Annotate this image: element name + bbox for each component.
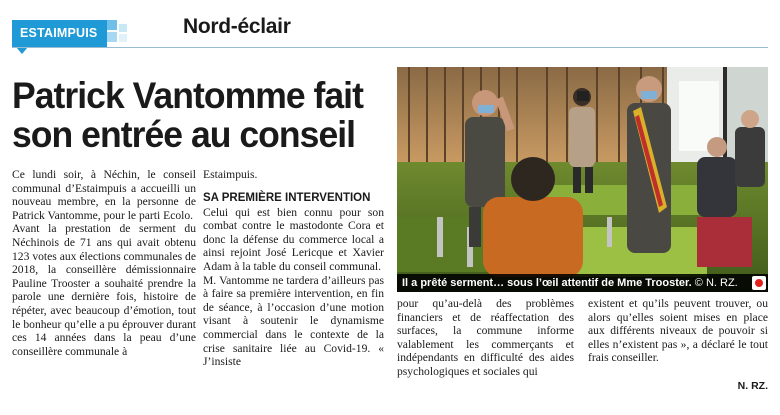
photo-illustration xyxy=(397,67,768,292)
photo-credit: © N. RZ. xyxy=(694,277,738,289)
section-tag-pointer xyxy=(16,47,28,54)
paragraph: M. Vantomme ne tardera d’ailleurs pas à faire sa première intervention, en fin de séance, à l’occasion d’une motion visant à soutenir le dynamisme commercial dans le contexte de la crise sanitaire liée au Covid-19. « J’insiste xyxy=(203,273,384,369)
article-column-1 xyxy=(12,168,196,358)
publication-name: Nord-éclair xyxy=(183,15,291,38)
byline: N. RZ. xyxy=(737,380,768,392)
header-divider xyxy=(12,47,768,48)
article-photo xyxy=(397,67,768,292)
article-column-4 xyxy=(588,297,768,365)
article-headline: Patrick Vantomme fait son entrée au conseil xyxy=(12,75,363,155)
record-dot-icon xyxy=(752,276,766,290)
paragraph: Avant la prestation de serment du Néchinois de 71 ans qui avait obtenu 123 votes aux élections communales de 2018, la conseillère démissionnaire Pauline Trooster a souhaité prendre la parole une dernière fois, histoire de répéter, avec beaucoup d’émotion, tout le bonheur qu’elle a pu éprouver durant ces 14 années dans la peau d’une conseillère communale à xyxy=(12,222,196,358)
photo-caption xyxy=(397,274,768,292)
paragraph: existent et qu’ils peuvent trouver, ou alors qu’elles soient mises en place aux différents niveaux de pouvoir si elles n’existent pas », a déclaré le tout frais conseiller. xyxy=(588,297,768,365)
paragraph: Celui qui est bien connu pour son combat contre le mastodonte Cora et donc la défense du commerce local a ainsi rejoint José Lericque et Xavier Adam à la table du conseil communal. xyxy=(203,205,384,273)
article-column-3 xyxy=(397,297,574,379)
paragraph: Estaimpuis. xyxy=(203,168,258,181)
article-subhead: SA PREMIÈRE INTERVENTION xyxy=(203,191,371,204)
caption-text: Il a prêté serment… sous l’œil attentif de Mme Trooster. xyxy=(402,277,692,289)
section-tag: ESTAIMPUIS xyxy=(12,20,107,47)
paragraph: pour qu’au-delà des problèmes financiers et de réaffectation des surfaces, la commune informe valablement les commerçants et indépendants en difficulté des aides psychologiques et sociales qui xyxy=(397,297,574,378)
article-column-2 xyxy=(203,168,384,369)
paragraph: Ce lundi soir, à Néchin, le conseil communal d’Estaimpuis a accueilli un nouveau membre, en la personne de Patrick Vantomme, pour le parti Ecolo. xyxy=(12,168,196,222)
